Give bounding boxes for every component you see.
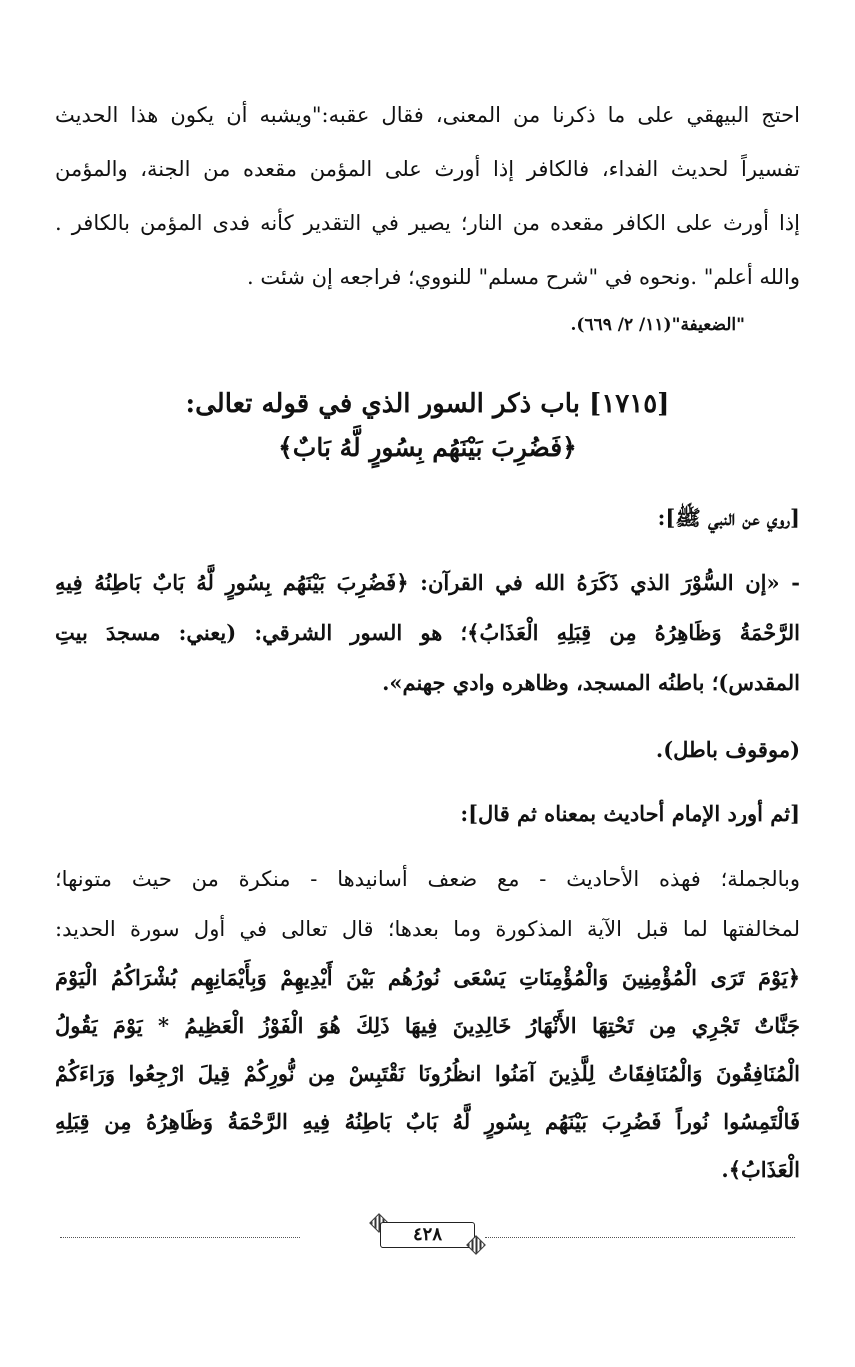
narration-line-3: المقدس)؛ باطنُه المسجد، وظاهره وادي جهنم». <box>382 670 800 695</box>
narration-text <box>55 558 800 708</box>
source-reference: "الضعيفة"(١١/ ٢/ ٦٦٩). <box>570 315 745 335</box>
quran-line-1: ﴿يَوْمَ تَرَى الْمُؤْمِنِينَ وَالْمُؤْمِنَاتِ يَسْعَى نُورُهُم بَيْنَ أَيْدِيهِمْ وَبِأَيْمَانِهِم بُشْرَاكُمُ الْيَوْمَ <box>55 965 800 990</box>
chapter-title: [١٧١٥] باب ذكر السور الذي في قوله تعالى: <box>185 389 670 419</box>
imam-heading: [ثم أورد الإمام أحاديث بمعناه ثم قال]: <box>460 801 800 826</box>
quran-line-4: فَالْتَمِسُوا نُوراً فَضُرِبَ بَيْنَهُم بِسُورٍ لَّهُ بَابٌ بَاطِنُهُ فِيهِ الرَّحْمَةُ وَظَاهِرُهُ مِن قِبَلِهِ <box>55 1109 800 1134</box>
quran-quote <box>55 954 800 1194</box>
narration-line-1: - «إن السُّوْرَ الذي ذَكَرَهُ الله في القرآن: ﴿فَضُرِبَ بَيْنَهُم بِسُورٍ لَّهُ بَابٌ بَاطِنُهُ فِيهِ <box>55 570 800 595</box>
intro-paragraph <box>55 88 800 304</box>
narration-line-2: الرَّحْمَةُ وَظَاهِرُهُ مِن قِبَلِهِ الْعَذَابُ﴾؛ هو السور الشرقي: (يعني: مسجدَ بيتِ <box>55 620 800 645</box>
analysis-line-1: وبالجملة؛ فهذه الأحاديث - مع ضعف أسانيدها - منكرة من حيث متونها؛ <box>55 867 800 891</box>
hadith-verdict: (موقوف باطل). <box>655 737 800 762</box>
footer-rule-left <box>60 1237 300 1238</box>
page-body <box>55 88 800 1194</box>
intro-line-1: احتج البيهقي على ما ذكرنا من المعنى، فقال عقبه:"ويشبه أن يكون هذا الحديث <box>55 103 800 127</box>
quran-line-5: الْعَذَابُ﴾. <box>721 1157 800 1182</box>
quran-line-2: جَنَّاتٌ تَجْرِي مِن تَحْتِهَا الأَنْهَارُ خَالِدِينَ فِيهَا ذَلِكَ هُوَ الْفَوْزُ الْعَظِيمُ * يَوْمَ يَقُولُ <box>55 1013 800 1038</box>
narration-heading: [روي عن النبي ﷺ]: <box>657 505 800 530</box>
intro-line-2: تفسيراً لحديث الفداء، فالكافر إذا أورث على المؤمن مقعده من الجنة، والمؤمن <box>55 157 800 181</box>
quran-line-3: الْمُنَافِقُونَ وَالْمُنَافِقَاتُ لِلَّذِينَ آمَنُوا انظُرُونَا نَقْتَبِسْ مِن نُّورِكُمْ قِيلَ ارْجِعُوا وَرَاءَكُمْ <box>55 1061 800 1086</box>
page-footer <box>60 1212 795 1252</box>
intro-line-4: والله أعلم" .ونحوه في "شرح مسلم" للنووي؛ فراجعه إن شئت . <box>247 265 800 289</box>
chapter-verse: ﴿فَضُرِبَ بَيْنَهُم بِسُورٍ لَّهُ بَابٌ﴾ <box>278 433 577 462</box>
footer-rule-right <box>485 1237 795 1238</box>
analysis-paragraph <box>55 854 800 954</box>
analysis-line-2: لمخالفتها لما قبل الآية المذكورة وما بعدها؛ قال تعالى في أول سورة الحديد: <box>55 917 800 941</box>
page-number: ٤٢٨ <box>380 1222 475 1248</box>
intro-line-3: إذا أورث على الكافر مقعده من النار؛ يصير في التقدير كأنه فدى المؤمن بالكافر . <box>55 211 800 235</box>
page-number-frame <box>370 1216 485 1252</box>
